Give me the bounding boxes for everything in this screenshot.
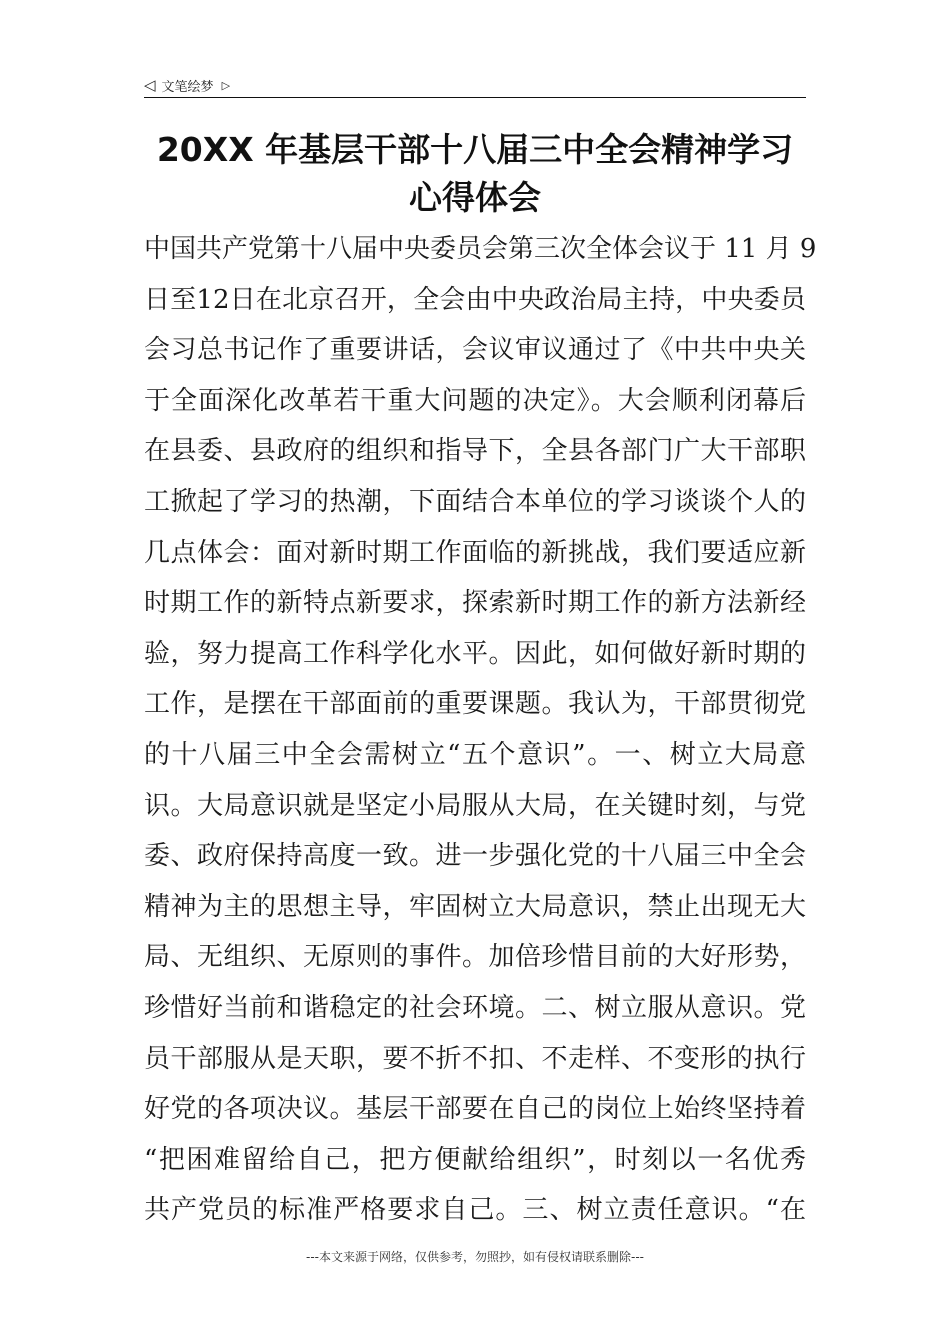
header-divider	[144, 97, 806, 98]
body-line: 好党的各项决议。基层干部要在自己的岗位上始终坚持着	[144, 1094, 806, 1125]
body-line: 的十八届三中全会需树立“五个意识”。一、树立大局意	[144, 739, 806, 770]
header-label: 文笔绘梦	[161, 79, 214, 95]
title-line-2: 心得体会	[409, 178, 541, 217]
body-line: 时期工作的新特点新要求，探索新时期工作的新方法新经	[144, 588, 806, 619]
body-line: 中国共产党第十八届中央委员会第三次全体会议于 11 月 9	[144, 234, 817, 264]
body-line: 识。大局意识就是坚定小局服从大局，在关键时刻，与党	[144, 790, 806, 821]
body-line: 精神为主的思想主导，牢固树立大局意识，禁止出现无大	[144, 891, 806, 922]
document-title	[144, 126, 806, 222]
body-line: 珍惜好当前和谐稳定的社会环境。二、树立服从意识。党	[144, 992, 806, 1023]
body-line: 会习总书记作了重要讲话，会议审议通过了《中共中央关	[144, 335, 806, 366]
body-line: 在县委、县政府的组织和指导下，全县各部门广大干部职	[144, 436, 806, 467]
page-header	[144, 72, 806, 98]
body-line: 局、无组织、无原则的事件。加倍珍惜目前的大好形势，	[144, 942, 806, 973]
triangle-left-icon: ◁	[144, 75, 156, 94]
body-line: “把困难留给自己，把方便献给组织”，时刻以一名优秀	[144, 1144, 806, 1175]
body-line: 员干部服从是天职，要不折不扣、不走样、不变形的执行	[144, 1043, 806, 1074]
body-line: 验，努力提高工作科学化水平。因此，如何做好新时期的	[144, 638, 806, 669]
triangle-right-icon: ▷	[221, 78, 231, 92]
body-line: 几点体会：面对新时期工作面临的新挑战，我们要适应新	[144, 537, 806, 568]
body-paragraph	[144, 224, 817, 1236]
body-line: 委、政府保持高度一致。进一步强化党的十八届三中全会	[144, 841, 806, 872]
body-line: 于全面深化改革若干重大问题的决定》。大会顺利闭幕后	[144, 385, 806, 416]
footer-disclaimer: ---本文来源于网络，仅供参考，勿照抄，如有侵权请联系删除---	[306, 1250, 644, 1264]
body-line: 共产党员的标准严格要求自己。三、树立责任意识。“在	[144, 1195, 806, 1226]
body-line: 日至12日在北京召开，全会由中央政治局主持，中央委员	[144, 284, 806, 315]
body-line: 工掀起了学习的热潮，下面结合本单位的学习谈谈个人的	[144, 486, 806, 517]
body-line: 工作，是摆在干部面前的重要课题。我认为，干部贯彻党	[144, 689, 806, 720]
title-line-1: 20XX 年基层干部十八届三中全会精神学习	[156, 130, 794, 169]
